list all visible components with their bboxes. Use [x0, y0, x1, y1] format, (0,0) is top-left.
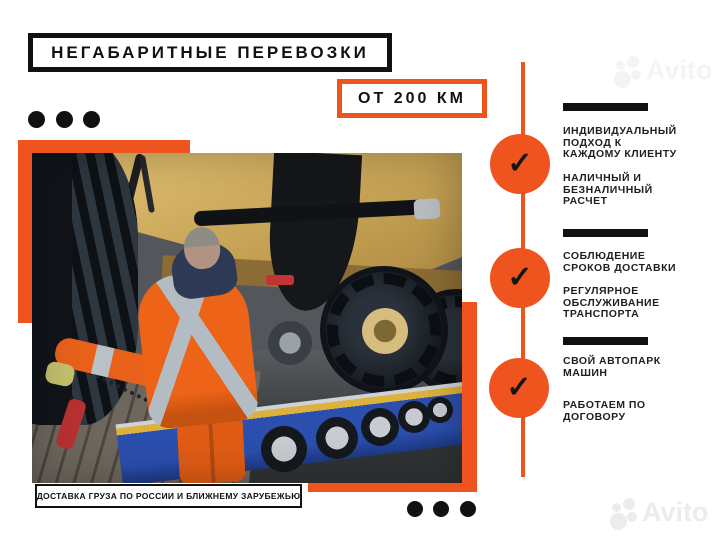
benefit-item [563, 251, 703, 274]
benefit-item [563, 173, 703, 208]
title-banner [28, 33, 392, 72]
section-divider-bar [563, 337, 648, 345]
benefit-line: НАЛИЧНЫЙ И [563, 172, 642, 184]
avito-watermark-bottom [610, 497, 709, 529]
benefit-line: КАЖДОМУ КЛИЕНТУ [563, 148, 677, 160]
decor-dot [83, 111, 100, 128]
benefit-item [563, 400, 703, 423]
check-circle [490, 134, 550, 194]
benefit-line: ТРАНСПОРТА [563, 308, 640, 320]
page-title: НЕГАБАРИТНЫЕ ПЕРЕВОЗКИ [51, 42, 369, 62]
benefit-line: РЕГУЛЯРНОЕ [563, 285, 639, 297]
section-divider-bar [563, 103, 648, 111]
photo-frame-right [462, 302, 477, 492]
avito-logo-icon [614, 55, 646, 87]
benefit-line: ДОГОВОРУ [563, 410, 626, 423]
avito-watermark-top [614, 55, 713, 87]
decor-dot [407, 501, 423, 517]
section-divider-bar [563, 229, 648, 237]
benefit-line: РАСЧЕТ [563, 195, 608, 207]
benefit-line: РАБОТАЕМ ПО [563, 399, 646, 411]
avito-watermark-text: Avito [642, 497, 709, 527]
benefit-item [563, 356, 703, 379]
benefit-item [563, 126, 703, 161]
checkmark-icon: ✓ [507, 146, 533, 180]
footer-banner-label: ДОСТАВКА ГРУЗА ПО РОССИИ И БЛИЖНЕМУ ЗАРУБЕЖЬЮ [36, 491, 301, 501]
distance-badge-label: ОТ 200 КМ [358, 89, 466, 107]
benefit-item [563, 286, 703, 321]
check-circle [489, 358, 549, 418]
avito-logo-icon [610, 497, 642, 529]
decor-dot [460, 501, 476, 517]
benefit-line: ОБСЛУЖИВАНИЕ [563, 296, 660, 309]
check-circle [490, 248, 550, 308]
avito-watermark-text: Avito [646, 55, 713, 85]
benefit-line: БЕЗНАЛИЧНЫЙ [563, 183, 653, 196]
footer-banner [35, 484, 302, 508]
hero-photo[interactable] [32, 153, 462, 483]
photo-frame-left [18, 140, 32, 323]
benefit-line: СВОЙ АВТОПАРК [563, 355, 661, 367]
decor-dot [433, 501, 449, 517]
benefit-line: ПОДХОД К [563, 136, 622, 149]
decor-dot [56, 111, 73, 128]
checkmark-icon: ✓ [506, 370, 532, 404]
decor-dot [28, 111, 45, 128]
distance-badge [337, 79, 487, 118]
benefit-line: СОБЛЮДЕНИЕ [563, 250, 646, 262]
benefit-line: ИНДИВИДУАЛЬНЫЙ [563, 125, 677, 137]
checkmark-icon: ✓ [507, 260, 533, 294]
benefit-line: СРОКОВ ДОСТАВКИ [563, 261, 677, 274]
photo-vignette [32, 153, 462, 483]
benefit-line: МАШИН [563, 366, 608, 379]
